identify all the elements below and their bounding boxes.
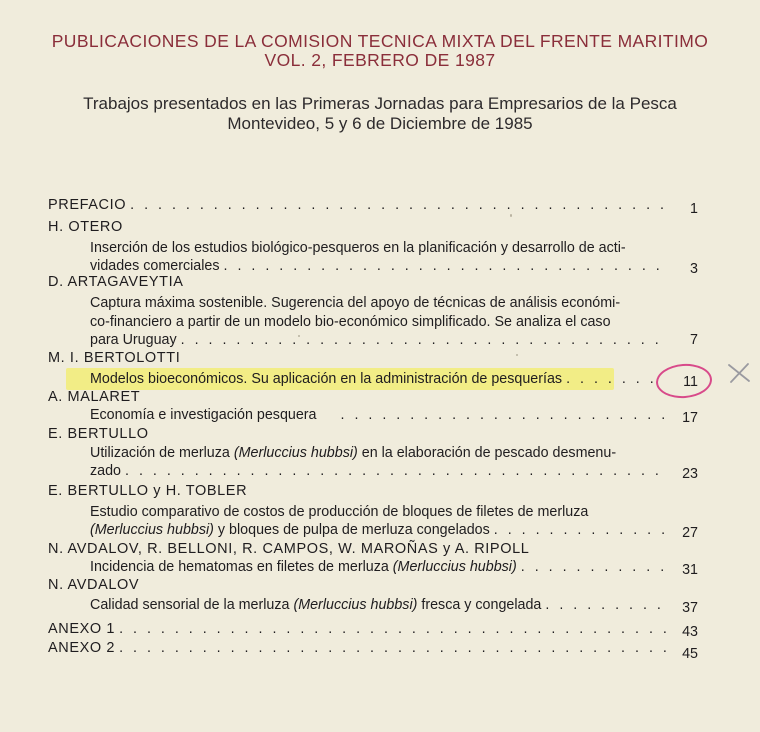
toc-page-number: 37 xyxy=(682,600,698,616)
toc-author-artagaveytia: D. ARTAGAVEYTIA xyxy=(48,274,184,290)
toc-page-number: 1 xyxy=(690,201,698,217)
toc-author-avdalov: N. AVDALOV xyxy=(48,577,140,593)
toc-author-bertullo-tobler: E. BERTULLO y H. TOBLER xyxy=(48,483,248,499)
paper-speck xyxy=(298,335,300,337)
toc-leader-dots xyxy=(130,196,666,214)
toc-entry-anexo1[interactable] xyxy=(48,620,670,638)
species-name: (Merluccius hubbsi) xyxy=(233,445,358,461)
toc-leader-dots xyxy=(566,370,656,388)
toc-page-number: 45 xyxy=(682,646,698,662)
toc-entry-malaret[interactable] xyxy=(90,406,670,424)
subtitle-line2: Montevideo, 5 y 6 de Diciembre de 1985 xyxy=(227,114,533,133)
toc-page-number: 3 xyxy=(690,261,698,277)
toc-title-bertullo-l1b: en la elaboración de pescado desmenu- xyxy=(357,445,617,461)
toc-title-artagaveytia-line2: co-financiero a partir de un modelo bio-económico simplificado. Se analiza el caso xyxy=(90,314,611,330)
toc-title-bertullo-l1a: Utilización de merluza xyxy=(90,445,234,461)
toc-entry-bertullo[interactable] xyxy=(90,462,670,480)
toc-leader-dots xyxy=(181,331,666,349)
toc-entry-bertolotti[interactable] xyxy=(90,370,660,388)
publication-title-line2: VOL. 2, FEBRERO DE 1987 xyxy=(264,50,496,70)
toc-page-number: 31 xyxy=(682,562,698,578)
toc-leader-dots xyxy=(521,558,666,576)
toc-page-number: 43 xyxy=(682,624,698,640)
toc-entry-prefacio[interactable] xyxy=(48,196,670,214)
toc-leader-dots xyxy=(545,596,666,614)
toc-leader-dots xyxy=(341,406,666,424)
toc-leader-dots xyxy=(119,620,666,638)
toc-page-number: 27 xyxy=(682,525,698,541)
toc-title-bertullo-line2: zado xyxy=(90,463,122,479)
species-name: (Merluccius hubbsi) xyxy=(293,597,418,613)
toc-page-number: 11 xyxy=(683,374,698,390)
species-name: (Merluccius hubbsi) xyxy=(90,522,214,538)
toc-entry-bertullo-tobler[interactable] xyxy=(90,521,670,539)
toc-title-bertullo-tobler-line1: Estudio comparativo de costos de producción de bloques de filetes de merluza xyxy=(90,504,589,520)
toc-entry-artagaveytia[interactable] xyxy=(90,331,670,349)
paper-speck xyxy=(510,214,512,217)
toc-title-avdalov-l1a: Calidad sensorial de la merluza xyxy=(90,597,294,613)
toc-prefacio-label: PREFACIO xyxy=(48,197,127,213)
publication-title-line1: PUBLICACIONES DE LA COMISION TECNICA MIXTA DEL FRENTE MARITIMO xyxy=(51,31,709,51)
toc-leader-dots xyxy=(224,257,666,275)
toc-author-bertolotti: M. I. BERTOLOTTI xyxy=(48,350,181,366)
toc-leader-dots xyxy=(125,462,666,480)
toc-entry-anexo2[interactable] xyxy=(48,639,670,657)
toc-leader-dots xyxy=(119,639,666,657)
toc-title-otero-line2: vidades comerciales xyxy=(90,258,220,274)
subtitle-line1: Trabajos presentados en las Primeras Jornadas para Empresarios de la Pesca xyxy=(83,94,677,113)
toc-page-number: 7 xyxy=(690,332,698,348)
toc-title-bertullo-line1 xyxy=(90,444,616,462)
toc-anexo2-label: ANEXO 2 xyxy=(48,640,116,656)
toc-entry-avdalov[interactable] xyxy=(90,596,670,614)
toc-anexo1-label: ANEXO 1 xyxy=(48,621,116,637)
toc-title-artagaveytia-line3: para Uruguay xyxy=(90,332,177,348)
toc-title-avdalov-group-l1a: Incidencia de hematomas en filetes de merluza xyxy=(90,559,393,575)
toc-title-bertullo-tobler-l2b: y bloques de pulpa de merluza congelados xyxy=(213,522,490,538)
toc-author-avdalov-group: N. AVDALOV, R. BELLONI, R. CAMPOS, W. MAROÑAS y A. RIPOLL xyxy=(48,541,530,557)
toc-title-malaret: Economía e investigación pesquera xyxy=(90,407,317,423)
paper-speck xyxy=(516,354,518,356)
toc-page-number: 17 xyxy=(682,410,698,426)
toc-entry-avdalov-group[interactable] xyxy=(90,558,670,576)
toc-title-avdalov-l1b: fresca y congelada xyxy=(417,597,542,613)
toc-page-number: 23 xyxy=(682,466,698,482)
toc-title-otero-line1: Inserción de los estudios biológico-pesqueros en la planificación y desarrollo de acti- xyxy=(90,240,626,256)
toc-author-malaret: A. MALARET xyxy=(48,389,141,405)
toc-author-otero: H. OTERO xyxy=(48,219,123,235)
toc-title-bertolotti: Modelos bioeconómicos. Su aplicación en la administración de pesquerías xyxy=(90,371,563,387)
toc-title-artagaveytia-line1: Captura máxima sostenible. Sugerencia del apoyo de técnicas de análisis económi- xyxy=(90,295,621,311)
species-name: (Merluccius hubbsi) xyxy=(392,559,517,575)
toc-author-bertullo: E. BERTULLO xyxy=(48,426,149,442)
toc-leader-dots xyxy=(494,521,666,539)
